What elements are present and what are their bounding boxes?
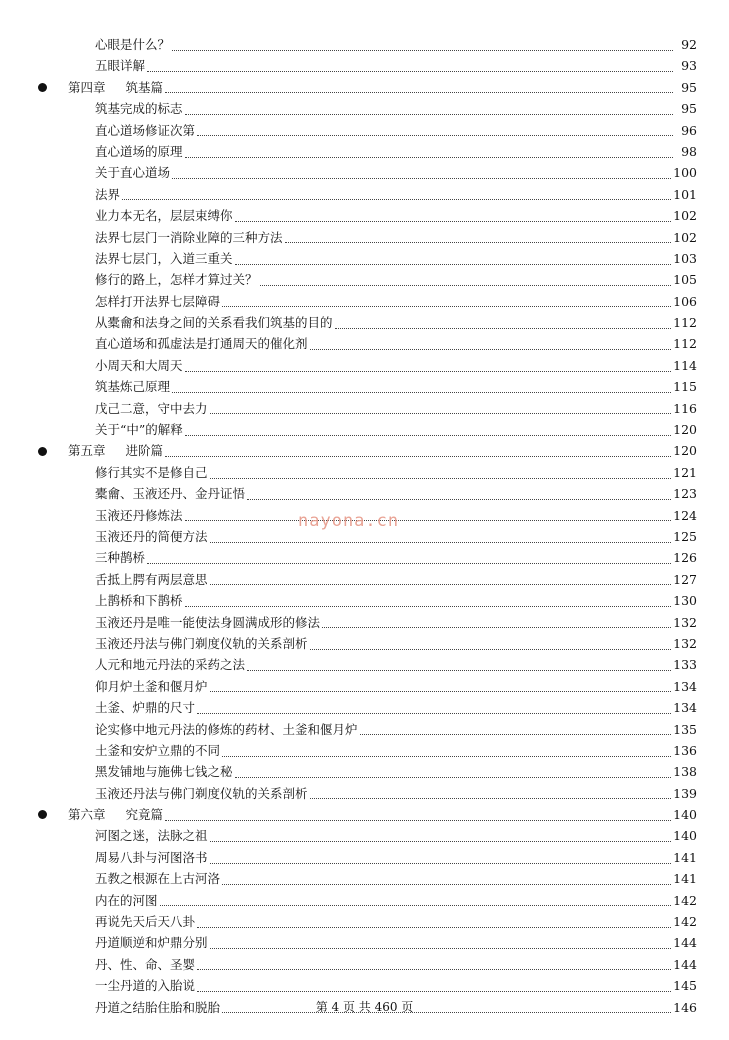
toc-entry-title: 三种鹊桥: [95, 550, 146, 566]
dot-leader: [147, 70, 673, 72]
toc-entry-title: 法界七层门一消除业障的三种方法: [95, 229, 283, 245]
toc-page-number: 120: [673, 443, 697, 459]
toc-entry-row[interactable]: [0, 569, 729, 590]
toc-entry-row[interactable]: [0, 847, 729, 868]
toc-entry-title: 心眼是什么？: [95, 37, 171, 52]
dot-leader: [210, 583, 672, 585]
toc-entry-title: 从橐龠和法身之间的关系看我们筑基的目的: [95, 315, 333, 331]
toc-page-number: 125: [673, 528, 697, 544]
toc-page-number: 134: [673, 700, 697, 716]
bullet-icon: [38, 83, 47, 92]
toc-entry-row[interactable]: [0, 761, 729, 782]
toc-entry-row[interactable]: [0, 462, 729, 483]
toc-entry-title: 舌抵上腭有两层意思: [95, 571, 208, 587]
dot-leader: [172, 391, 671, 393]
toc-entry-row[interactable]: [0, 184, 729, 205]
dot-leader: [210, 541, 672, 543]
toc-page-number: 114: [673, 357, 697, 373]
dot-leader: [222, 883, 671, 885]
dot-leader: [247, 498, 671, 500]
toc-entry-row[interactable]: [0, 98, 729, 119]
toc-page-number: 100: [673, 165, 697, 181]
toc-entry-title: 业力本无名，层层束缚你: [95, 208, 233, 224]
toc-page-number: 103: [673, 250, 697, 266]
toc-entry-title: 小周天和大周天: [95, 357, 183, 373]
toc-page-number: 130: [673, 593, 697, 609]
toc-page-number: 116: [673, 400, 697, 416]
dot-leader: [197, 990, 671, 992]
toc-page-number: 95: [681, 79, 697, 95]
toc-entry-title: 黑发铺地与施佛七钱之秘: [95, 764, 233, 780]
toc-page-number: 105: [673, 272, 697, 288]
toc-page-number: 140: [673, 807, 697, 823]
dot-leader: [360, 733, 672, 735]
toc-entry-row[interactable]: [0, 825, 729, 846]
watermark: nayona.cn: [298, 511, 400, 531]
toc-page-number: 145: [673, 978, 697, 994]
toc-entry-title: 一尘丹道的入胎说: [95, 978, 196, 994]
toc-page-number: 98: [681, 143, 697, 159]
toc-entry-title: 周易八卦与河图洛书: [95, 849, 208, 865]
dot-leader: [247, 669, 671, 671]
toc-entry-row[interactable]: [0, 612, 729, 633]
toc-page-number: 121: [673, 464, 697, 480]
toc-chapter-row[interactable]: [0, 77, 729, 98]
toc-entry-row[interactable]: [0, 269, 729, 290]
toc-entry-row[interactable]: [0, 954, 729, 975]
toc-entry-row[interactable]: [0, 483, 729, 504]
toc-page-number: 106: [673, 293, 697, 309]
toc-entry-title: 关于“中”的解释: [95, 422, 183, 438]
toc-entry-row[interactable]: [0, 162, 729, 183]
toc-entry-title: 丹道之结胎住胎和脱胎: [95, 999, 221, 1015]
toc-entry-title: 筑基篇: [125, 79, 164, 95]
chapter-number: 第六章: [68, 807, 106, 823]
toc-page-number: 140: [673, 828, 697, 844]
dot-leader: [185, 156, 673, 158]
dot-leader: [260, 284, 672, 286]
toc-entry-title: 筑基完成的标志: [95, 101, 183, 117]
toc-entry-title: 关于直心道场: [95, 165, 171, 181]
toc-chapter-row[interactable]: [0, 440, 729, 461]
dot-leader: [210, 862, 672, 864]
toc-entry-title: 论实修中地元丹法的修炼的药材、土釜和偃月炉: [95, 721, 358, 737]
dot-leader: [185, 113, 673, 115]
toc-entry-row[interactable]: [0, 120, 729, 141]
toc-entry-row[interactable]: [0, 740, 729, 761]
toc-entry-title: 直心道场修证次第: [95, 122, 196, 138]
toc-entry-row[interactable]: [0, 291, 729, 312]
dot-leader: [185, 370, 672, 372]
chapter-number: 第五章: [68, 443, 106, 459]
toc-page-number: 124: [673, 507, 697, 523]
toc-entry-row[interactable]: [0, 590, 729, 611]
toc-page-number: 144: [673, 935, 697, 951]
toc-entry-row[interactable]: [0, 697, 729, 718]
toc-entry-title: 丹道顺逆和炉鼎分别: [95, 935, 208, 951]
toc-page-number: 101: [673, 186, 697, 202]
toc-entry-row[interactable]: [0, 419, 729, 440]
dot-leader: [185, 434, 671, 436]
toc-page-number: 92: [681, 37, 697, 52]
toc-entry-row[interactable]: [0, 333, 729, 354]
toc-entry-row[interactable]: [0, 312, 729, 333]
toc-entry-row[interactable]: [0, 355, 729, 376]
toc-entry-title: 直心道场和孤虚法是打通周天的催化剂: [95, 336, 308, 352]
toc-entry-row[interactable]: [0, 227, 729, 248]
toc-entry-title: 究竟篇: [125, 807, 164, 823]
dot-leader: [197, 926, 671, 928]
toc-entry-title: 丹、性、命、圣婴: [95, 956, 196, 972]
toc-entry-title: 五教之根源在上古河洛: [95, 871, 221, 887]
toc-entry-title: 法界: [95, 186, 121, 202]
toc-entry-title: 戊己二意，守中去力: [95, 400, 208, 416]
toc-entry-title: 直心道场的原理: [95, 143, 183, 159]
toc-entry-title: 怎样打开法界七层障碍: [95, 293, 221, 309]
toc-entry-title: 玉液还丹修炼法: [95, 507, 183, 523]
toc-entry-row[interactable]: [0, 676, 729, 697]
toc-entry-title: 玉液还丹的简便方法: [95, 528, 208, 544]
dot-leader: [197, 712, 671, 714]
dot-leader: [172, 49, 673, 51]
toc-entry-row[interactable]: [0, 141, 729, 162]
toc-entry-title: 土釜、炉鼎的尺寸: [95, 700, 196, 716]
dot-leader: [172, 177, 671, 179]
dot-leader: [122, 198, 671, 200]
toc-entry-title: 再说先天后天八卦: [95, 914, 196, 930]
dot-leader: [235, 220, 672, 222]
toc-page-number: 93: [681, 58, 697, 74]
toc-page-number: 127: [673, 571, 697, 587]
toc-entry-title: 法界七层门，入道三重关: [95, 250, 233, 266]
toc-page-number: 132: [673, 614, 697, 630]
chapter-number: 第四章: [68, 79, 106, 95]
toc-page-number: 141: [673, 871, 697, 887]
toc-entry-row[interactable]: [0, 654, 729, 675]
dot-leader: [165, 455, 671, 457]
toc-page-number: 142: [673, 914, 697, 930]
bullet-icon: [38, 810, 47, 819]
toc-entry-title: 修行其实不是修自己: [95, 464, 208, 480]
toc-entry-title: 筑基炼己原理: [95, 379, 171, 395]
toc-page-number: 142: [673, 892, 697, 908]
toc-entry-row[interactable]: [0, 975, 729, 996]
dot-leader: [197, 134, 673, 136]
toc-chapter-row[interactable]: [0, 804, 729, 825]
toc-page-number: 112: [673, 336, 697, 352]
toc-entry-title: 河图之迷，法脉之祖: [95, 828, 208, 844]
toc-entry-row[interactable]: [0, 205, 729, 226]
toc-page-number: 126: [673, 550, 697, 566]
toc-entry-row[interactable]: [0, 890, 729, 911]
toc-page-number: 144: [673, 956, 697, 972]
dot-leader: [160, 904, 672, 906]
toc-page-number: 135: [673, 721, 697, 737]
toc-page-number: 102: [673, 229, 697, 245]
dot-leader: [197, 968, 671, 970]
toc-page-number: 102: [673, 208, 697, 224]
dot-leader: [310, 648, 672, 650]
toc-entry-title: 玉液还丹法与佛门剃度仪轨的关系剖析: [95, 785, 308, 801]
toc-entry-title: 修行的路上，怎样才算过关？: [95, 272, 258, 288]
bullet-icon: [38, 447, 47, 456]
dot-leader: [310, 348, 672, 350]
toc-page-number: 146: [673, 999, 697, 1015]
dot-leader: [165, 91, 673, 93]
dot-leader: [285, 241, 672, 243]
toc-entry-title: 五眼详解: [95, 58, 146, 74]
dot-leader: [147, 562, 671, 564]
dot-leader: [310, 797, 672, 799]
toc-page-number: 120: [673, 422, 697, 438]
toc-entry-title: 内在的河图: [95, 892, 158, 908]
toc-page-number: 123: [673, 486, 697, 502]
dot-leader: [222, 305, 671, 307]
toc-entry-row[interactable]: [0, 633, 729, 654]
dot-leader: [185, 605, 672, 607]
dot-leader: [322, 626, 671, 628]
toc-entry-row[interactable]: [0, 547, 729, 568]
toc-entry-title: 进阶篇: [125, 443, 164, 459]
dot-leader: [210, 947, 672, 949]
dot-leader: [222, 755, 671, 757]
toc-entry-title: 橐龠、玉液还丹、金丹证悟: [95, 486, 246, 502]
dot-leader: [210, 840, 672, 842]
toc-entry-row[interactable]: [0, 248, 729, 269]
toc-page-number: 115: [673, 379, 697, 395]
toc-entry-title: 玉液还丹是唯一能使法身圆满成形的修法: [95, 614, 321, 630]
toc-page-number: 95: [681, 101, 697, 117]
toc-page-number: 96: [681, 122, 697, 138]
toc-entry-row[interactable]: [0, 55, 729, 76]
toc-page-number: 141: [673, 849, 697, 865]
toc-page-number: 134: [673, 678, 697, 694]
toc-entry-title: 土釜和安炉立鼎的不同: [95, 742, 221, 758]
toc-entry-row[interactable]: [0, 868, 729, 889]
toc-entry-row[interactable]: [0, 719, 729, 740]
toc-entry-row[interactable]: [0, 376, 729, 397]
dot-leader: [165, 819, 671, 821]
toc-page-number: 139: [673, 785, 697, 801]
toc-entry-title: 人元和地元丹法的采药之法: [95, 657, 246, 673]
toc-page-number: 138: [673, 764, 697, 780]
toc-entry-row[interactable]: [0, 34, 729, 55]
toc-entry-title: 仰月炉土釜和偃月炉: [95, 678, 208, 694]
dot-leader: [235, 263, 672, 265]
toc-page-number: 132: [673, 635, 697, 651]
dot-leader: [210, 412, 672, 414]
page-footer: 第 4 页 共 460 页: [315, 1000, 414, 1014]
toc-page-number: 136: [673, 742, 697, 758]
toc-entry-title: 上鹊桥和下鹊桥: [95, 593, 183, 609]
toc-entry-row[interactable]: [0, 398, 729, 419]
dot-leader: [235, 776, 672, 778]
toc-page-number: 133: [673, 657, 697, 673]
toc-entry-row[interactable]: [0, 783, 729, 804]
dot-leader: [185, 519, 672, 521]
toc-entry-row[interactable]: [0, 932, 729, 953]
dot-leader: [210, 690, 672, 692]
toc-entry-title: 玉液还丹法与佛门剃度仪轨的关系剖析: [95, 635, 308, 651]
dot-leader: [210, 477, 672, 479]
toc-page-number: 112: [673, 315, 697, 331]
toc-entry-row[interactable]: [0, 911, 729, 932]
dot-leader: [335, 327, 672, 329]
